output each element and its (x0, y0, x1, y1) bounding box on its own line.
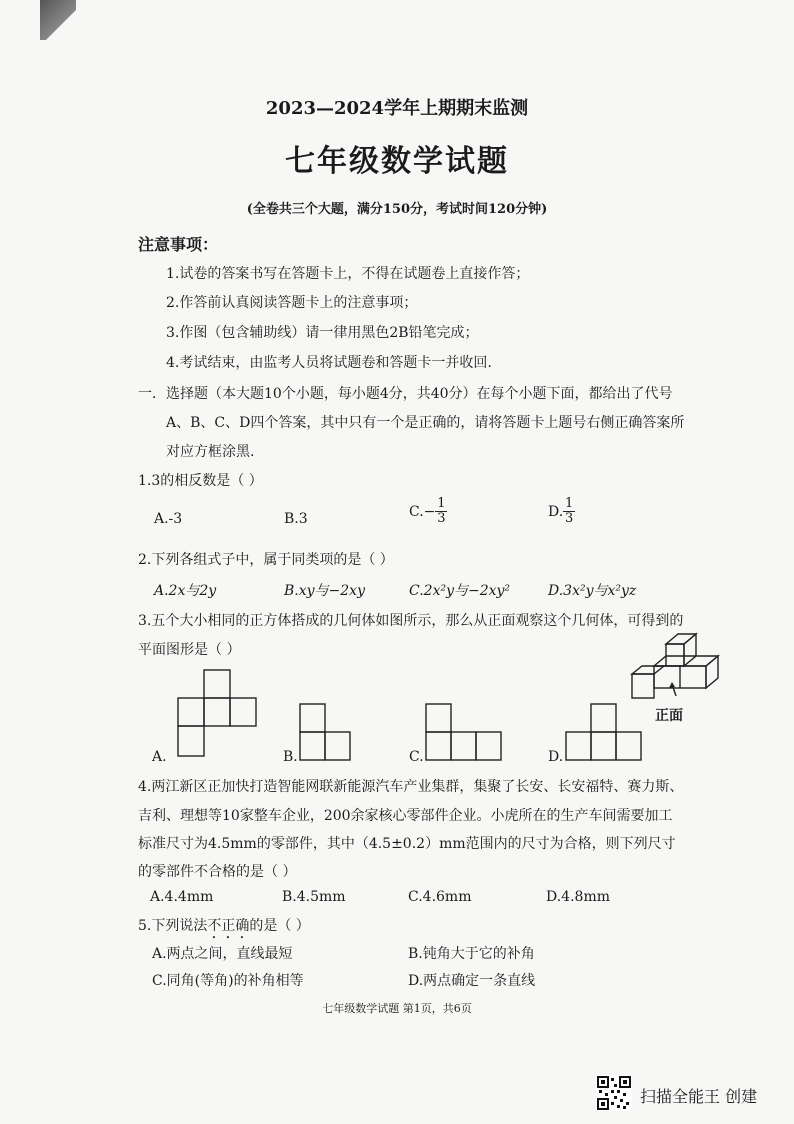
q5-option-a: A.两点之间，直线最短 (152, 946, 293, 962)
q1-c-prefix: C.− (409, 503, 436, 520)
q5-stem-post: 的是（ ） (249, 918, 310, 934)
q5-option-c: C.同角(等角)的补角相等 (152, 973, 304, 989)
fraction-numerator: 1 (565, 496, 574, 511)
fraction-denominator: 3 (565, 511, 574, 527)
page-footer: 七年级数学试题 第1页，共6页 (322, 1002, 472, 1015)
q3-figure-a (174, 668, 258, 760)
q5-stem-emphasis: 不正确 (207, 918, 250, 934)
notice-item: 2.作答前认真阅读答题卡上的注意事项； (166, 295, 418, 311)
fraction-denominator: 3 (437, 511, 446, 527)
exam-title: 七年级数学试题 (285, 144, 509, 179)
notice-item: 3.作图（包含辅助线）请一律用黑色2B铅笔完成； (166, 325, 479, 341)
q3-option-a: A. (152, 749, 167, 765)
exam-subtitle: 2023—2024学年上期期末监测 (265, 98, 529, 119)
scan-corner-mark (40, 0, 76, 40)
q5-stem (138, 915, 310, 942)
q5-stem-pre: 5.下列说法 (138, 918, 208, 934)
cube-solid-figure (628, 630, 728, 702)
q3-option-b: B. (283, 749, 298, 765)
section1-line: A、B、C、D四个答案，其中只有一个是正确的，请将答题卡上题号右侧正确答案所 (166, 415, 685, 431)
q5-option-d: D.两点确定一条直线 (408, 973, 536, 989)
q3-figure-c (422, 700, 504, 762)
q4-option-c: C.4.6mm (408, 889, 472, 905)
q4-option-a: A.4.4mm (150, 889, 214, 905)
q3-stem-line1: 3.五个大小相同的正方体搭成的几何体如图所示，那么从正面观察这个几何体，可得到的 (138, 613, 684, 629)
notice-item: 1.试卷的答案书写在答题卡上，不得在试题卷上直接作答； (166, 266, 530, 282)
q2-stem: 2.下列各组式子中，属于同类项的是（ ） (138, 552, 394, 568)
q3-option-d: D. (548, 749, 564, 765)
qr-code-icon (596, 1075, 632, 1111)
q1-option-d (548, 497, 575, 527)
q2-option-c: C.2x²y与−2xy² (409, 583, 511, 599)
q3-figure-b (296, 700, 354, 762)
notice-item: 4.考试结束，由监考人员将试题卷和答题卡一并收回. (166, 355, 492, 371)
q4-option-d: D.4.8mm (546, 889, 610, 905)
exam-note: (全卷共三个大题，满分150分，考试时间120分钟) (246, 202, 548, 217)
q1-d-prefix: D. (548, 503, 564, 520)
q4-stem-line4: 的零部件不合格的是（ ） (138, 864, 297, 880)
q1-stem: 1.3的相反数是（ ） (138, 473, 263, 489)
q5-option-b: B.钝角大于它的补角 (408, 946, 535, 962)
q3-option-c: C. (409, 749, 424, 765)
q1-option-a: A.-3 (154, 511, 183, 527)
q2-option-a: A.2x与2y (154, 583, 217, 599)
q1-d-fraction (563, 497, 575, 527)
q1-option-b: B.3 (284, 511, 308, 527)
q4-stem-line1: 4.两江新区正加快打造智能网联新能源汽车产业集群，集聚了长安、长安福特、赛力斯、 (138, 779, 684, 795)
q2-option-b: B.xy与−2xy (284, 583, 365, 599)
fraction-numerator: 1 (437, 496, 446, 511)
q2-option-d: D.3x²y与x²yz (548, 583, 637, 599)
section1-line: 对应方框涂黑. (166, 444, 255, 460)
notice-heading: 注意事项： (138, 235, 219, 254)
q4-stem-line2: 吉利、理想等10家整车企业，200余家核心零部件企业。小虎所在的生产车间需要加工 (138, 808, 673, 824)
q1-option-c (409, 497, 447, 527)
section1-line: 一．选择题（本大题10个小题，每小题4分，共40分）在每个小题下面，都给出了代号 (138, 386, 673, 402)
scanner-watermark: 扫描全能王 创建 (640, 1087, 758, 1106)
q1-c-fraction (435, 497, 447, 527)
q4-stem-line3: 标准尺寸为4.5mm的零部件，其中（4.5±0.2）mm范围内的尺寸为合格，则下列尺寸 (138, 836, 676, 852)
q3-figure-d (562, 700, 646, 762)
front-view-label: 正面 (655, 708, 683, 724)
q4-option-b: B.4.5mm (282, 889, 346, 905)
q3-stem-line2: 平面图形是（ ） (138, 642, 241, 658)
